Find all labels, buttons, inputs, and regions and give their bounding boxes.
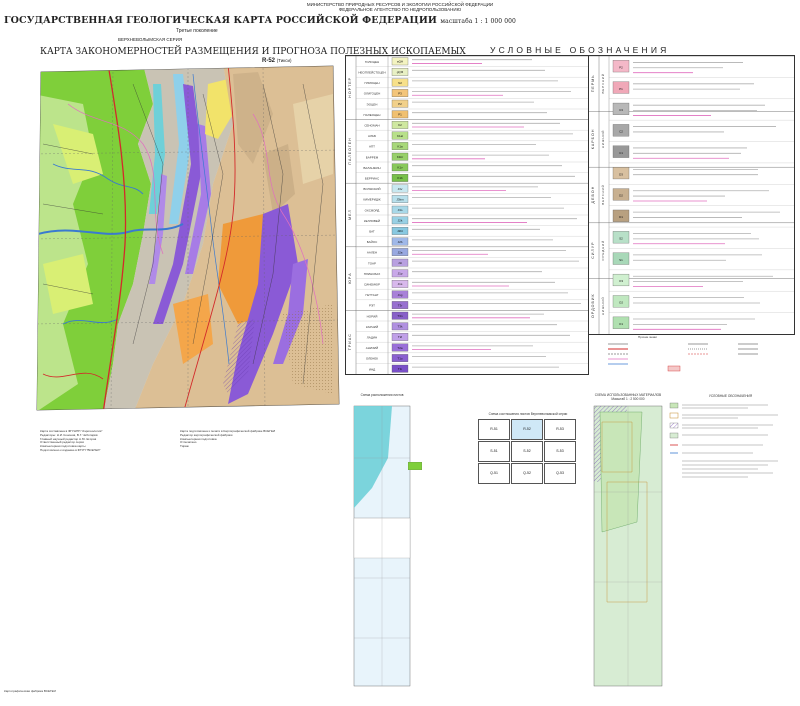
scheme-series-relation xyxy=(478,413,578,493)
legend-epoch-label: В Е Р Х Н И Й xyxy=(601,185,605,205)
legend-period-label: ЛАДИН xyxy=(366,335,378,340)
legend-period-label: НОРИЙ xyxy=(366,314,378,319)
legend-code: K2 xyxy=(398,123,402,128)
other-signs-title: Прочие знаки xyxy=(638,335,657,339)
legend-code: T1o xyxy=(397,356,403,361)
scheme1-legend xyxy=(408,455,422,474)
legend-period-label: АНИЗИЙ xyxy=(365,346,379,351)
legend-code: D3 xyxy=(619,172,623,177)
scheme2-cell: R-52 xyxy=(511,419,543,440)
legend-right-svg xyxy=(589,56,794,334)
scheme3-title: СХЕМА ИСПОЛЬЗОВАННЫХ МАТЕРИАЛОВ xyxy=(594,393,662,397)
scheme2-title: Схема соотношения листов Верхневолымской серии xyxy=(488,412,568,416)
legend-code: J1g xyxy=(397,292,403,297)
legend-column-right xyxy=(588,55,795,335)
legend-period-label: КЕЛЛОВЕЙ xyxy=(363,218,381,223)
legend-code: T1i xyxy=(397,366,403,371)
note-line: Карта составлена в ФГУНПП "Аэрогеология" xyxy=(40,429,103,433)
legend-epoch-label: В Е Р Х Н И Й xyxy=(601,74,605,94)
legend-code: D1 xyxy=(619,215,623,220)
legend-period-label: КИМЕРИДЖ xyxy=(363,197,381,202)
legend-code: gQIII xyxy=(396,70,404,75)
legend-code: O2 xyxy=(618,300,624,305)
scheme-materials xyxy=(592,394,664,694)
legend-code: J2b xyxy=(397,239,403,244)
note-line: Карта подготовлена к печати в Картографической фабрике ВСЕГЕИ xyxy=(180,429,276,433)
legend-code: T3n xyxy=(397,313,403,318)
legend-code: P3 xyxy=(398,91,402,96)
legend-code: O3 xyxy=(618,279,624,284)
scheme2-cell: S-52 xyxy=(511,441,543,462)
note-line: Компьютерная подготовка карты xyxy=(40,444,86,449)
legend-code: N2 xyxy=(398,80,402,85)
note-line: Ответственный редактор серии xyxy=(40,440,84,445)
footer-left-notes xyxy=(40,430,170,453)
legend-period-label: ПЛИНСБАХ xyxy=(363,271,381,276)
legend-period-label: ВОЛЖСКИЙ xyxy=(363,187,381,192)
legend-left-svg xyxy=(346,56,588,374)
legend-period-label: ОЛЕНЕК xyxy=(365,356,379,361)
legend-period-label: СЕНОМАН xyxy=(364,123,380,128)
legend-period-label: ПАЛЕОЦЕН xyxy=(363,112,381,117)
legend-column-left xyxy=(345,55,589,375)
note-line: Главный научный редактор А.Ю. Егоров xyxy=(40,436,97,441)
legend-code: J3o xyxy=(397,207,403,212)
legend-period-label: АПТ xyxy=(369,144,375,149)
other-signs-block xyxy=(588,336,793,376)
legend-period-label: ОКСФОРД xyxy=(364,208,380,213)
legend-code: T3k xyxy=(397,324,403,329)
sheet-name: (Тикси) xyxy=(276,58,292,63)
legend-epoch-label: Н И Ж Н И Й xyxy=(601,130,605,149)
legend-code: J3v xyxy=(397,186,403,191)
legend-code: J3km xyxy=(396,197,404,202)
legend-period-label: БЕРРИАС xyxy=(364,176,380,181)
legend-code: C1 xyxy=(619,150,623,155)
geological-map[interactable] xyxy=(33,64,341,412)
edition-label: Третье поколение xyxy=(176,28,218,34)
legend-era-label: Т Р И А С xyxy=(348,334,352,351)
scheme2-cell: S-51 xyxy=(478,441,510,462)
note-line: Тираж xyxy=(180,444,189,449)
legend-code: aQH xyxy=(396,59,404,64)
note-line: Отпечатано xyxy=(180,440,197,445)
legend-code: T2a xyxy=(397,345,403,350)
legend-period-label: ААЛЕН xyxy=(366,250,378,255)
legend-code: J2a xyxy=(397,250,403,255)
scheme3-svg xyxy=(592,402,664,692)
legend-code: S2 xyxy=(619,236,623,241)
legend-code: J1s xyxy=(397,282,403,287)
scheme3-legend-svg xyxy=(668,399,793,499)
scheme-sheet-layout xyxy=(352,394,412,698)
legend-period-label: БАТ xyxy=(369,229,375,234)
main-title-scale: масштаба 1 : 1 000 000 xyxy=(440,18,516,25)
legend-era-label: П Е Р М Ь xyxy=(591,75,595,93)
legend-period-label: ИНД xyxy=(368,367,376,372)
legend-code: P2 xyxy=(619,65,623,70)
note-line: Редактор картографической фабрики xyxy=(180,432,233,437)
legend-period-label: БАРРЕМ xyxy=(365,155,379,160)
scheme2-cell: Q-52 xyxy=(511,463,543,484)
note-line: Редакторы: Н.И. Кононов, В.Г. Чеботарёв xyxy=(40,432,98,437)
legend-code: C2 xyxy=(619,129,623,134)
scheme1-title: Схема расположения листов xyxy=(360,393,404,397)
legend-code: K1b xyxy=(397,176,403,181)
map-svg xyxy=(33,64,341,412)
legend-period-label: РЭТ xyxy=(369,303,375,308)
legend-code: T2l xyxy=(397,335,403,340)
legend-period-label: ПЛИОЦЕН xyxy=(364,81,380,86)
footer-bottom-left: Картографическая фабрика ВСЕГЕИ xyxy=(4,689,56,693)
legend-period-label: КАРНИЙ xyxy=(365,324,379,329)
legend-era-label: М Е Л xyxy=(348,210,352,220)
map-subtitle: КАРТА ЗАКОНОМЕРНОСТЕЙ РАЗМЕЩЕНИЯ И ПРОГНОЗА ПОЛЕЗНЫХ ИСКОПАЕМЫХ xyxy=(40,47,466,57)
sign-lines xyxy=(608,344,758,371)
legend-code: P2 xyxy=(398,101,402,106)
ministry-header xyxy=(0,2,800,12)
legend-code: J1p xyxy=(397,271,403,276)
other-signs-svg xyxy=(588,336,793,376)
legend-era-label: С И Л У Р xyxy=(591,242,595,259)
footer-mid-notes xyxy=(180,430,330,449)
legend-period-label: ВАЛАНЖИН xyxy=(363,165,381,170)
legend-period-label: ЭОЦЕН xyxy=(366,102,378,107)
legend-epoch-label: С Р Е Д Н И Й xyxy=(601,240,605,261)
legend-period-label: НЕОПЛЕЙСТОЦЕН xyxy=(358,70,386,75)
legend-period-label: ГЕТТАНГ xyxy=(365,293,379,298)
legend-period-label: ТОАР xyxy=(368,261,376,266)
legend-era-label: О Р Д О В И К xyxy=(591,294,595,318)
map-main-title xyxy=(4,15,516,26)
note-line: Компьютерная подготовка xyxy=(180,436,217,441)
legend-era-label: Ю Р А xyxy=(348,273,352,284)
note-line: Подготовлено к изданию в ФГУП "ВСЕГЕИ" xyxy=(40,447,101,452)
legend-code: J1t xyxy=(397,260,403,265)
legend-period-label: ГОЛОЦЕН xyxy=(364,59,380,64)
legend-code: J2bt xyxy=(397,229,403,234)
scheme1-legend-swatch xyxy=(408,462,422,470)
legend-code: K1al xyxy=(396,133,404,138)
sheet-number: R-52 xyxy=(262,58,276,64)
legend-code: K1v xyxy=(397,165,403,170)
legend-code: K1br xyxy=(396,154,404,159)
scheme3-subtitle: Масштаб 1 : 2 500 000 xyxy=(611,396,645,401)
scheme2-cell: R-53 xyxy=(544,419,576,440)
legend-code: O1 xyxy=(618,322,624,327)
scheme1-svg xyxy=(352,398,412,692)
scheme2-cell: Q-53 xyxy=(544,463,576,484)
ministry-line-1: МИНИСТЕРСТВО ПРИРОДНЫХ РЕСУРСОВ И ЭКОЛОГИИ РОССИЙСКОЙ ФЕДЕРАЦИИ xyxy=(306,2,494,7)
legend-code: D2 xyxy=(619,193,623,198)
legend-code: K1a xyxy=(397,144,403,149)
legend-code: C3 xyxy=(619,108,623,113)
legend-period-label: СИНЕМЮР xyxy=(363,282,381,287)
series-label: ВЕРХНЕВОЛЫМСКАЯ СЕРИЯ xyxy=(118,37,183,42)
legend-code: P1 xyxy=(398,112,402,117)
legend-period-label: БАЙОС xyxy=(366,240,378,245)
scheme3-legend-title: УСЛОВНЫЕ ОБОЗНАЧЕНИЯ xyxy=(708,394,753,398)
legend-era-label: Н О Р Т Е Р xyxy=(348,77,352,98)
legend-code: S1 xyxy=(619,257,623,262)
legend-period-label: ОЛИГОЦЕН xyxy=(363,91,381,96)
legend-code: J2k xyxy=(397,218,403,223)
scheme3-legend xyxy=(668,395,793,505)
legend-code: P1 xyxy=(619,86,623,91)
scheme2-cell: R-51 xyxy=(478,419,510,440)
legend-era-label: П А Л Е О Г Е Н xyxy=(348,138,352,165)
legend-period-label: АЛЬБ xyxy=(368,134,376,139)
ministry-line-2: ФЕДЕРАЛЬНОЕ АГЕНТСТВО ПО НЕДРОПОЛЬЗОВАНИЮ xyxy=(338,7,462,12)
scheme2-grid xyxy=(478,419,578,485)
scheme2-cell: S-53 xyxy=(544,441,576,462)
legend-era-label: К А Р Б О Н xyxy=(591,129,595,150)
legend-epoch-label: Н И Ж Н И Й xyxy=(601,297,605,316)
legend-title: УСЛОВНЫЕ ОБОЗНАЧЕНИЯ xyxy=(490,45,670,55)
legend-code: T3r xyxy=(397,303,403,308)
main-title-text: ГОСУДАРСТВЕННАЯ ГЕОЛОГИЧЕСКАЯ КАРТА РОССИЙСКОЙ ФЕДЕРАЦИИ xyxy=(4,15,437,26)
legend-era-label: Д Е В О Н xyxy=(591,186,595,204)
scheme2-cell: Q-51 xyxy=(478,463,510,484)
